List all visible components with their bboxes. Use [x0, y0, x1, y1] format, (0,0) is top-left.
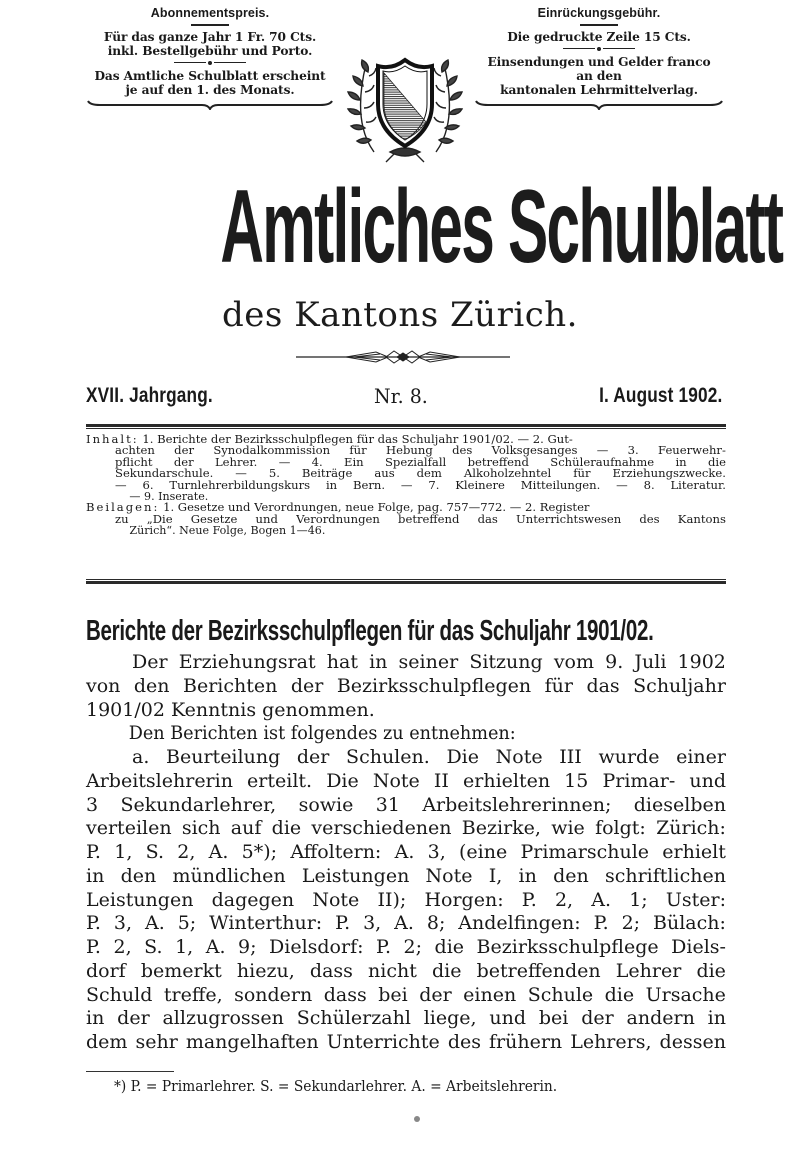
contents-line: pflicht der Lehrer. — 4. Ein Spezialfall betreffend Schüleraufnahme in die — [115, 454, 726, 469]
body-line: Den Berichten ist folgendes zu entnehmen: — [128, 722, 516, 745]
brace-icon — [86, 100, 334, 110]
insertion-fee-heading: Einrückungsgebühr. — [537, 6, 661, 20]
body-line: P. 3, A. 5; Winterthur: P. 3, A. 8; Andelfingen: P. 2; Bülach: — [86, 912, 726, 935]
submission-line: kantonalen Lehrmittelverlag. — [500, 82, 698, 97]
schedule-line: Das Amtliche Schulblatt erscheint — [94, 68, 326, 83]
short-rule — [191, 24, 229, 26]
body-line: P. 1, S. 2, A. 5*); Affoltern: A. 3, (eine Primarschule erhielt — [86, 841, 726, 863]
ornament-rule-icon — [296, 350, 510, 364]
supplements-line: zu „Die Gesetze und Verordnungen betreffend das Unterrichtswesen des Kantons — [115, 511, 726, 526]
masthead-title: Amtliches Schulblatt — [220, 169, 783, 285]
article-body — [86, 651, 726, 1055]
body-line: P. 2, S. 1, A. 9; Dielsdorf: P. 2; die Bezirksschulpflege Diels- — [86, 936, 726, 958]
body-line: 1901/02 Kenntnis genommen. — [86, 698, 375, 721]
body-line: 3 Sekundarlehrer, sowie 31 Arbeitslehrerinnen; dieselben — [86, 793, 726, 816]
dot-rule — [86, 61, 334, 65]
supplements-label: Beilagen: — [86, 500, 160, 515]
contents-line: achten der Synodalkommission für Hebung des Volksgesanges — 3. Feuerwehr- — [115, 443, 726, 458]
body-line: in den mündlichen Leistungen Note I, in den schriftlichen — [86, 864, 726, 887]
body-line: dem sehr mangelhaften Unterrichte des frühern Lehrers, dessen — [86, 1031, 726, 1053]
body-line: Der Erziehungsrat hat in seiner Sitzung vom 9. Juli 1902 — [132, 651, 726, 673]
contents-line: — 6. Turnlehrerbildungskurs in Bern. — 7. Kleinere Mitteilungen. — 8. Literatur. — [115, 477, 726, 492]
print-speck — [414, 1116, 420, 1122]
double-rule-top — [86, 424, 726, 429]
dot-rule — [474, 47, 724, 51]
footnote-rule — [86, 1071, 174, 1072]
contents-label: Inhalt: — [86, 432, 139, 446]
insertion-fee-box — [474, 0, 724, 115]
body-line: Schuld treffe, sondern dass bei der einen Schule die Ursache — [86, 983, 726, 1006]
table-of-contents — [86, 434, 726, 537]
schedule-line: je auf den 1. des Monats. — [125, 82, 295, 97]
footnote: *) P. = Primarlehrer. S. = Sekundarlehrer. A. = Arbeitslehrerin. — [114, 1077, 558, 1095]
masthead-subtitle: des Kantons Zürich. — [222, 295, 578, 335]
price-line: Für das ganze Jahr 1 Fr. 70 Cts. — [103, 29, 317, 44]
article-heading: Berichte der Bezirksschulpflegen für das Schuljahr 1901/02. — [86, 615, 654, 647]
brace-icon — [474, 100, 724, 110]
body-line: dorf bemerkt hiezu, dass nicht die betreffenden Lehrer die — [86, 959, 726, 982]
submission-line: Einsendungen und Gelder franco — [487, 54, 711, 69]
supplements-line: Beilagen: 1. Gesetze und Verordnungen, neue Folge, pag. 757—772. — 2. Register — [86, 500, 590, 515]
subscription-heading: Abonnementspreis. — [150, 6, 270, 20]
body-line: Arbeitslehrerin erteilt. Die Note II erhielten 15 Primar- und — [86, 769, 726, 792]
contents-line: Sekundarschule. — 5. Beiträge aus dem Alkoholzehntel für Erziehungszwecke. — [115, 466, 726, 481]
body-line: von den Berichten der Bezirksschulpflegen für das Schuljahr — [86, 674, 726, 697]
price-line: Die gedruckte Zeile 15 Cts. — [507, 29, 691, 44]
body-line: a. Beurteilung der Schulen. Die Note III wurde einer — [132, 746, 726, 768]
subscription-price-box — [86, 0, 334, 115]
submission-line: an den — [576, 68, 622, 83]
supplements-line: Zürich“. Neue Folge, Bogen 1—46. — [129, 523, 326, 538]
short-rule — [580, 24, 618, 26]
body-line: verteilen sich auf die verschiedenen Bezirke, wie folgt: Zürich: — [86, 817, 726, 840]
coat-of-arms-icon — [344, 52, 466, 164]
body-line: in der allzugrossen Schülerzahl liege, und bei der andern in — [86, 1007, 726, 1030]
double-rule-bottom — [86, 579, 726, 584]
volume-label: XVII. Jahrgang. — [86, 384, 213, 407]
issue-date: I. August 1902. — [598, 384, 722, 407]
contents-line: — 9. Inserate. — [129, 488, 209, 503]
price-line: inkl. Bestellgebühr und Porto. — [107, 43, 313, 58]
issue-number: Nr. 8. — [374, 384, 428, 408]
contents-line: Inhalt: 1. Berichte der Bezirksschulpflegen für das Schuljahr 1901/02. — 2. Gut- — [86, 432, 573, 446]
body-line: Leistungen dagegen Note II); Horgen: P. 2, A. 1; Uster: — [86, 888, 726, 911]
